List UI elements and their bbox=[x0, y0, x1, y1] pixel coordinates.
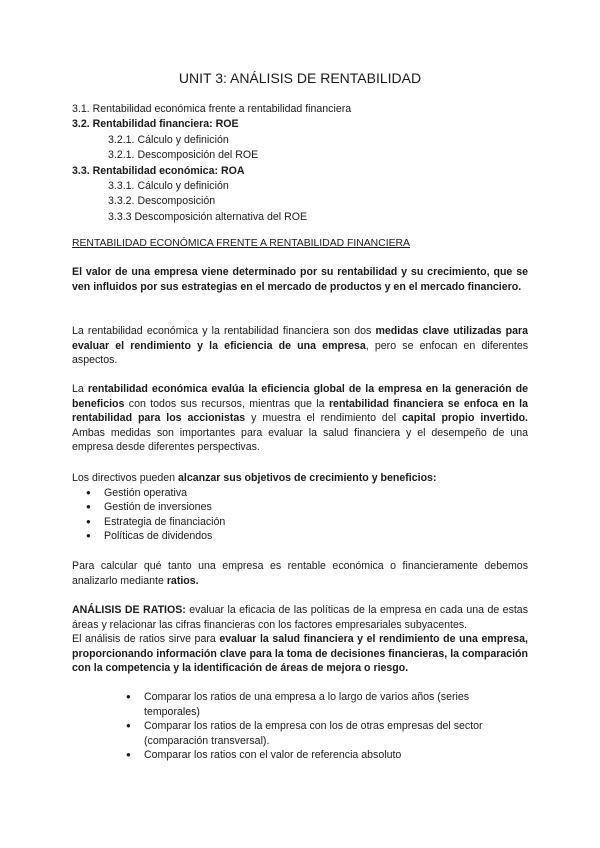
section-heading: RENTABILIDAD ECONÓMICA FRENTE A RENTABILIDAD FINANCIERA bbox=[72, 238, 410, 249]
text-run: Para calcular qué tanto una empresa es rentable económica o financieramente debemos analizarlo mediante bbox=[72, 560, 528, 587]
text-run-bold: medidas clave utilizadas para evaluar el rendimiento y la eficiencia de una empresa bbox=[72, 325, 528, 352]
list-item: ● Políticas de dividendos bbox=[86, 529, 528, 544]
text-run: El análisis de ratios sirve para bbox=[72, 633, 220, 646]
list-item: ● Comparar los ratios de la empresa con los de otras empresas del sector (comparación transversal). bbox=[126, 719, 516, 748]
toc-item: 3.1. Rentabilidad económica frente a rentabilidad financiera bbox=[72, 103, 352, 115]
comparison-list bbox=[126, 690, 516, 763]
text-run: La bbox=[72, 383, 88, 395]
list-item: ● Gestión de inversiones bbox=[86, 500, 528, 515]
toc-item: 3.3.1. Cálculo y definición bbox=[108, 179, 229, 192]
text-run: Ambas medidas son importantes para evaluar la salud financiera y el desempeño de una empresa desde diferentes perspectivas. bbox=[72, 426, 528, 454]
list-item: ● Comparar los ratios de una empresa a lo largo de varios años (series temporales) bbox=[126, 690, 516, 719]
objectives-list bbox=[86, 486, 528, 544]
table-of-contents bbox=[72, 102, 528, 225]
toc-item: 3.2. Rentabilidad financiera: ROE bbox=[72, 118, 239, 131]
document-title: UNIT 3: ANÁLISIS DE RENTABILIDAD bbox=[178, 70, 422, 86]
paragraph-intro bbox=[72, 265, 528, 294]
paragraph-comparison bbox=[72, 382, 528, 455]
toc-item: 3.3.3 Descomposición alternativa del ROE bbox=[108, 210, 308, 223]
toc-item: 3.2.1. Descomposición del ROE bbox=[108, 149, 259, 162]
text-run-bold: rentabilidad económica evalúa la eficiencia global de la empresa en la generación de beneficios bbox=[72, 383, 528, 410]
text-run-bold: ratios. bbox=[166, 574, 199, 587]
paragraph-measures bbox=[72, 324, 528, 368]
paragraph-text: El valor de una empresa viene determinado por su rentabilidad y su crecimiento, que se ven influidos por sus estrategias en el mercado de productos y en el mercado financiero. bbox=[72, 266, 528, 293]
toc-item: 3.2.1. Cálculo y definición bbox=[108, 133, 229, 146]
text-run-bold: evaluar la salud financiera y el rendimiento de una empresa, proporcionando información clave para la toma de decisiones financieras, la comparación con la competencia y la identificación de áreas de mejora o riesgo. bbox=[72, 633, 528, 675]
text-run-bold: ANÁLISIS DE RATIOS: bbox=[72, 604, 186, 616]
text-run: evaluar la eficacia de las políticas de la empresa en cada una de estas áreas y relacionar las cifras financieras con los factores empresariales subyacentes. bbox=[72, 604, 528, 631]
text-run: , pero se enfocan en diferentes aspectos. bbox=[72, 339, 529, 367]
text-run: La rentabilidad económica y la rentabilidad financiera son dos bbox=[72, 325, 376, 337]
list-item: ● Estrategia de financiación bbox=[86, 515, 528, 530]
paragraph-ratio-analysis bbox=[72, 603, 528, 676]
text-run-bold: alcanzar sus objetivos de crecimiento y beneficios: bbox=[178, 472, 437, 484]
list-item: ● Gestión operativa bbox=[86, 486, 528, 501]
text-run: Los directivos pueden bbox=[72, 472, 179, 484]
text-run: con todos sus recursos, mientras que la bbox=[124, 397, 329, 410]
toc-item: 3.3. Rentabilidad económica: ROA bbox=[72, 164, 245, 177]
paragraph-objectives bbox=[72, 471, 528, 544]
text-run-bold: capital propio invertido. bbox=[401, 412, 529, 425]
text-run: y muestra el rendimiento del bbox=[245, 412, 402, 425]
text-run-bold: rentabilidad financiera se enfoca en la rentabilidad para los accionistas bbox=[72, 397, 528, 425]
list-item: ● Comparar los ratios con el valor de referencia absoluto bbox=[126, 748, 516, 763]
toc-item: 3.3.2. Descomposición bbox=[108, 195, 216, 208]
paragraph-ratios-intro bbox=[72, 559, 528, 588]
